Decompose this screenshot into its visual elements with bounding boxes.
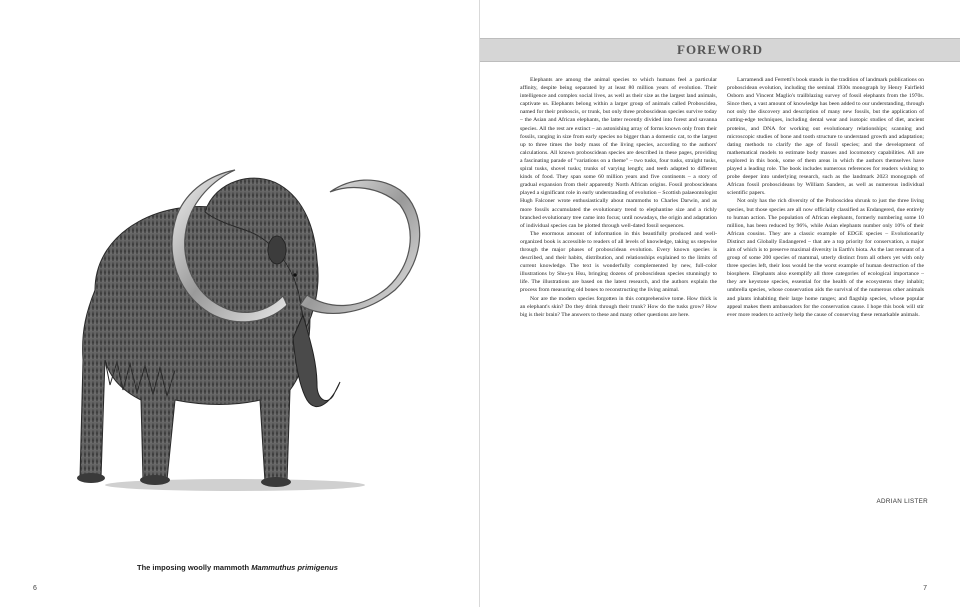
- text-column-1: [520, 76, 717, 319]
- right-page: [480, 0, 960, 607]
- page-number-right: 7: [923, 585, 927, 592]
- foot: [77, 473, 105, 483]
- page-title: FOREWORD: [677, 42, 763, 57]
- paragraph: Larramendi and Ferretti's book stands in the tradition of landmark publications on proboscidean evolution, including the seminal 1930s monograph by Henry Fairfield Osborn and Vincent Maglio's trailblazing survey of fossil elephants from the 1970s. Since then, a vast amount of knowledge has been added to our understanding, through not only the discovery and description of many new fossils, but the application of cutting-edge techniques, including dental wear and isotopic studies of diet, ancient proteins, and DNA for working out evolutionary relationships; scanning and microscopic studies of bone and tooth structure to understand growth and adaptation; dating methods to clarify the age of fossil species; and the development of mathematical models to estimate body masses and locomotory capabilities. All are explored in this book, some of them areas in which the authors themselves have played a leading role. The book includes numerous references for readers wishing to probe deeper into underlying research, such as the landmark 2023 monograph of African fossil proboscideans by William Sanders, as well as numerous individual scientific papers.: [727, 77, 924, 197]
- paragraph: Not only has the rich diversity of the Proboscidea shrunk to just the three living species, but those species are all now officially classified as Endangered, due entirely to human action. The population of African elephants, formerly numbering some 10 million, has been reduced by 96%, while Asian elephants number only 10% of their African cousins. They are a classic example of EDGE species – Evolutionarily Distinct and Globally Endangered – that are a top priority for conservation, a major aim of which is to preserve maximal diversity in Earth's biota. As the last remnant of a group of some 200 species of mammal, utterly distinct from all others yet with only three species left, their loss would be the worst example of human destruction of the biosphere. Elephants also exemplify all three categories of ecological importance – they are keystone species, essential for the health of the ecosystems they inhabit; umbrella species, whose conservation aids the survival of the numerous other animals and plants inhabiting their large home ranges; and flagship species, whose popular appeal makes them ambassadors for the conservation cause. I hope this book will stir ever more readers to actively help the cause of conserving these remarkable animals.: [727, 198, 924, 318]
- heading-banner: [480, 38, 960, 62]
- text-column-2: [727, 76, 924, 319]
- paragraph: Elephants are among the animal species to which humans feel a particular affinity, despite being separated by at least 80 million years of evolution. Their intelligence and complex social lives, as well as their size as the largest land animals, captivate us. Elephants belong within a larger group of animals called Proboscidea, named for their proboscis, or trunk, but only three proboscidean species survive today – the Asian and African elephants, the latter recently divided into forest and savanna species. All the rest are extinct – an astonishing array of forms known only from their fossils, ranging in size from early species no bigger than a domestic cat, to the largest up to three times the body mass of the living species, according to the authors' calculations. All known proboscidean species are described in these pages, providing a fascinating parade of "variations on a theme" – two tusks, four tusks, straight tusks, spiral tusks, shovel tusks; trunks of varying length; and teeth adapted to different kinds of food. They span some 60 million years and five continents – a story of gradual expansion from their apparently North African origins. Fossil proboscideans played a significant role in early understanding of evolution – Scottish palaeontologist Hugh Falconer wrote enthusiastically about mammoths to Charles Darwin, and as more fossils accumulated the evolutionary trend to elephantine size and a richly branched evolutionary tree came into focus; until nowadays, the origin and adaptation of individual species can be plotted through well-dated fossil sequences.: [520, 77, 717, 229]
- mammoth-trunk: [293, 315, 340, 407]
- left-page: [0, 0, 479, 607]
- caption-species: Mammuthus primigenus: [251, 563, 338, 572]
- mammoth-ear: [268, 236, 286, 264]
- paragraph: The enormous amount of information in this beautifully produced and well-organized book is accessible to readers of all levels of knowledge, taking us stepwise through the major phases of proboscidean evolution. Every known species is described, and their habits, distribution, and relationships explained to the limits of current knowledge. The text is wonderfully complemented by new, full-color illustrations by Shu-yu Hsu, bringing dozens of proboscidean species stunningly to life. The illustrations are based on the latest research, and the authors explain the process from measuring old bones to reconstructing the living animal.: [520, 230, 717, 294]
- foot: [261, 477, 291, 487]
- caption-text: The imposing woolly mammoth: [137, 563, 252, 572]
- woolly-mammoth-illustration: [55, 100, 455, 500]
- figure-caption: [137, 563, 338, 572]
- foot: [140, 475, 170, 485]
- mammoth-eye: [293, 273, 297, 277]
- paragraph: Nor are the modern species forgotten in this comprehensive tome. How thick is an elephant's skin? Do they drink through their trunk? How do the tusks grow? How big is their brain? The answers to these and many other questions are here.: [520, 295, 717, 318]
- tusk-right: [300, 180, 420, 313]
- page-number-left: 6: [33, 585, 37, 592]
- author-signature: ADRIAN LISTER: [876, 498, 928, 505]
